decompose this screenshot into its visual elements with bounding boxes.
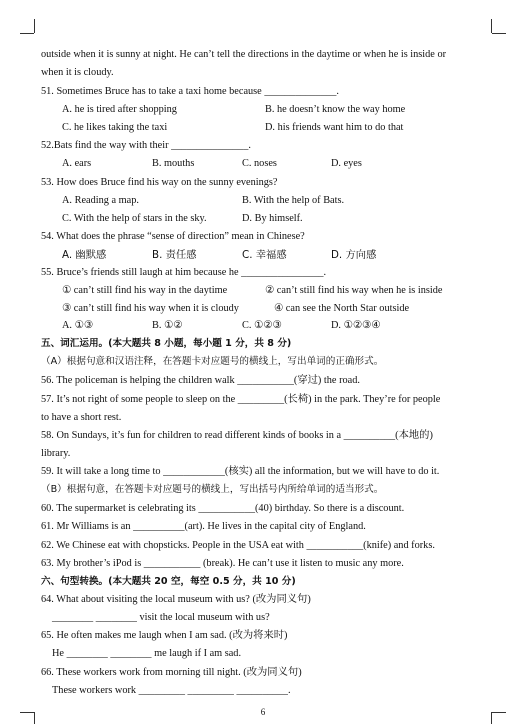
text-line-q63: 63. My brother’s iPod is ___________ (break). He can’t use it listen to music any more.: [41, 558, 404, 569]
text-line-q51: 51. Sometimes Bruce has to take a taxi home because ______________.: [41, 86, 339, 97]
answer-option-o55s3: ③ can’t still find his way when it is cloudy: [62, 303, 239, 314]
text-line-q52: 52.Bats find the way with their _______________.: [41, 140, 251, 151]
text-line-q59: 59. It will take a long time to ____________(核实) all the information, but we will have to do it.: [41, 466, 440, 477]
answer-option-o54a: A. 幽默感: [62, 249, 107, 261]
answer-option-o55d: D. ①②③④: [331, 320, 381, 331]
text-line-q60: 60. The supermarket is celebrating its ___________(40) birthday. So there is a discount.: [41, 503, 405, 514]
text-line-q53: 53. How does Bruce find his way on the sunny evenings?: [41, 177, 278, 188]
text-line-q65a: He ________ ________ me laugh if I am sad.: [52, 648, 242, 659]
crop-mark-top-left-v: [34, 19, 35, 33]
text-line-q66: 66. These workers work from morning till night. (改为同义句): [41, 667, 302, 678]
answer-option-o55s2: ② can’t still find his way when he is inside: [265, 285, 443, 296]
text-line-q54: 54. What does the phrase “sense of direction” mean in Chinese?: [41, 231, 305, 242]
answer-option-o53a: A. Reading a map.: [62, 195, 139, 206]
answer-option-o55b: B. ①②: [152, 320, 183, 331]
text-line-sec5: 五、词汇运用。(本大题共 8 小题，每小题 1 分，共 8 分): [41, 338, 292, 349]
answer-option-o53c: C. With the help of stars in the sky.: [62, 213, 207, 224]
text-line-q58b: library.: [41, 448, 71, 459]
answer-option-o53b: B. With the help of Bats.: [242, 195, 345, 206]
answer-option-o55s1: ① can’t still find his way in the daytime: [62, 285, 228, 296]
page-number: 6: [260, 707, 266, 717]
answer-option-o55a: A. ①③: [62, 320, 94, 331]
answer-option-o51c: C. he likes taking the taxi: [62, 122, 168, 133]
text-line-q61: 61. Mr Williams is an __________(art). He lives in the capital city of England.: [41, 521, 366, 532]
text-line-sec5b: （B）根据句意，在答题卡对应题号的横线上，写出括号内所给单词的适当形式。: [41, 484, 384, 495]
text-line-q58: 58. On Sundays, it’s fun for children to read different kinds of books in a __________(本地的): [41, 430, 433, 441]
text-line-q57: 57. It’s not right of some people to sleep on the _________(长椅) in the park. They’re for people: [41, 394, 441, 405]
text-line-q64a: ________ ________ visit the local museum with us?: [52, 612, 270, 623]
text-line-q62: 62. We Chinese eat with chopsticks. People in the USA eat with ___________(knife) and forks.: [41, 540, 435, 551]
text-line-q56: 56. The policeman is helping the children walk ___________(穿过) the road.: [41, 375, 360, 386]
answer-option-o55c: C. ①②③: [242, 320, 282, 331]
answer-option-o52d: D. eyes: [331, 158, 362, 169]
text-line-sec6: 六、句型转换。(本大题共 20 空，每空 0.5 分，共 10 分): [41, 576, 296, 587]
text-line-q64: 64. What about visiting the local museum with us? (改为同义句): [41, 594, 311, 605]
crop-mark-top-right-h: [492, 33, 506, 34]
answer-option-o54b: B. 责任感: [152, 249, 197, 261]
answer-option-o52c: C. noses: [242, 158, 277, 169]
answer-option-o52b: B. mouths: [152, 158, 195, 169]
text-line-q57b: to have a short rest.: [41, 412, 122, 423]
answer-option-o51a: A. he is tired after shopping: [62, 104, 177, 115]
crop-mark-top-right-v: [491, 19, 492, 33]
answer-option-o54c: C. 幸福感: [242, 249, 287, 261]
answer-option-o52a: A. ears: [62, 158, 92, 169]
crop-mark-top-left-h: [20, 33, 34, 34]
answer-option-o55s4: ④ can see the North Star outside: [274, 303, 410, 314]
text-line-l1: outside when it is sunny at night. He can’t tell the directions in the daytime or when he is inside or: [41, 49, 447, 60]
text-line-q55: 55. Bruce’s friends still laugh at him because he ________________.: [41, 267, 327, 278]
text-line-sec5a: （A）根据句意和汉语注释，在答题卡对应题号的横线上，写出单词的正确形式。: [41, 356, 384, 367]
text-line-l2: when it is cloudy.: [41, 67, 114, 78]
answer-option-o53d: D. By himself.: [242, 213, 303, 224]
answer-option-o54d: D. 方向感: [331, 249, 377, 261]
answer-option-o51d: D. his friends want him to do that: [265, 122, 404, 133]
text-line-q66a: These workers work _________ _________ __________.: [52, 685, 291, 696]
answer-option-o51b: B. he doesn’t know the way home: [265, 104, 406, 115]
text-line-q65: 65. He often makes me laugh when I am sad. (改为将来时): [41, 630, 288, 641]
